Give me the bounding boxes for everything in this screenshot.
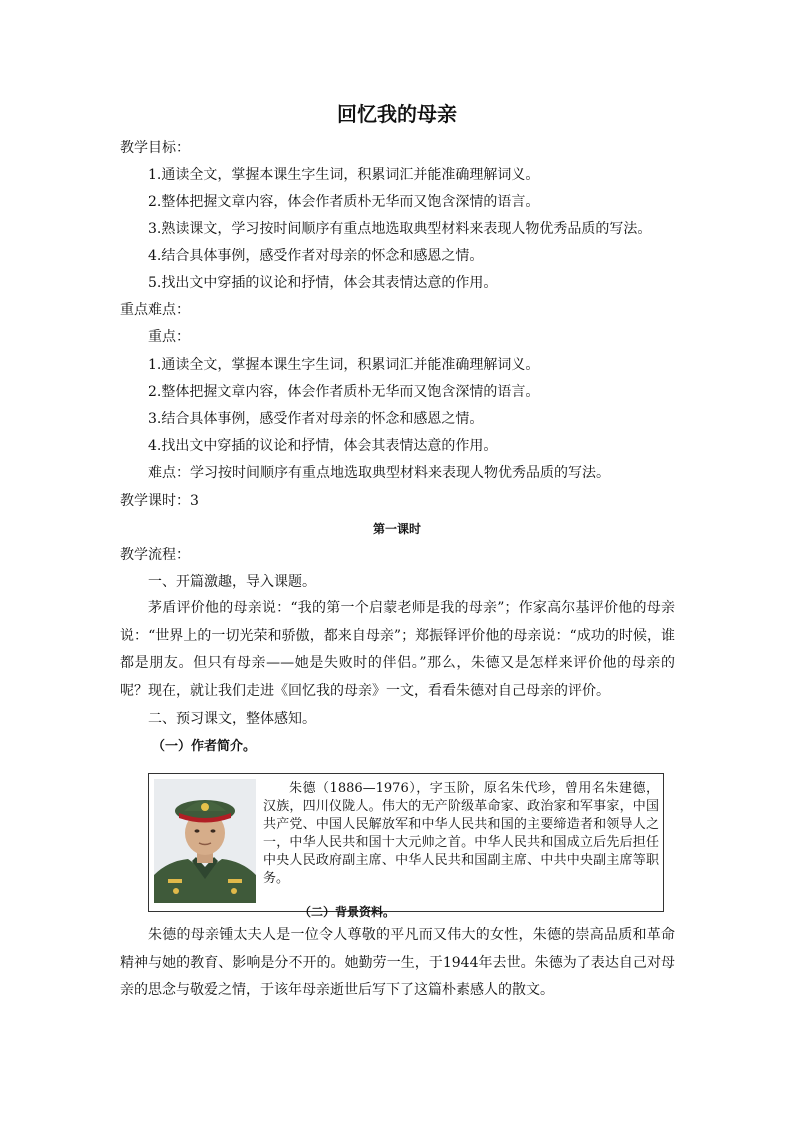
objective-item: 3.熟读课文，学习按时间顺序有重点地选取典型材料来表现人物优秀品质的写法。 — [148, 221, 652, 237]
objective-item: 2.整体把握文章内容，体会作者质朴无华而又饱含深情的语言。 — [148, 194, 540, 210]
key-label: 重点： — [148, 329, 190, 345]
portrait-illustration — [154, 779, 256, 903]
objective-item: 1.通读全文，掌握本课生字生词，积累词汇并能准确理解词义。 — [148, 167, 540, 183]
difficulty-text: 难点：学习按时间顺序有重点地选取典型材料来表现人物优秀品质的写法。 — [148, 465, 610, 481]
key-item: 1.通读全文，掌握本课生字生词，积累词汇并能准确理解词义。 — [148, 357, 540, 373]
step-one: 一、开篇激趣，导入课题。 — [148, 574, 316, 590]
objective-item: 5.找出文中穿插的议论和抒情，体会其表情达意的作用。 — [148, 275, 498, 291]
key-item: 2.整体把握文章内容，体会作者质朴无华而又饱含深情的语言。 — [148, 384, 540, 400]
key-item: 3.结合具体事例，感受作者对母亲的怀念和感恩之情。 — [148, 411, 484, 427]
author-portrait — [154, 779, 256, 903]
process-heading: 教学流程： — [120, 547, 190, 563]
document-title: 回忆我的母亲 — [337, 102, 457, 126]
objective-item: 4.结合具体事例，感受作者对母亲的怀念和感恩之情。 — [148, 248, 484, 264]
key-points-heading: 重点难点： — [120, 302, 190, 318]
author-info-box — [148, 773, 664, 919]
author-intro-heading: （一）作者简介。 — [152, 739, 257, 754]
class-hours: 教学课时：3 — [120, 493, 199, 509]
lesson-heading: 第一课时 — [372, 522, 421, 536]
background-paragraph: 朱德的母亲锺太夫人是一位令人尊敬的平凡而又伟大的女性，朱德的崇高品质和革命精神与她的教育、影响是分不开的。她勤劳一生，于1944年去世。朱德为了表达自己对母亲的思念与敬爱之情，于该年母亲逝世后写下了这篇朴素感人的散文。 — [120, 927, 675, 998]
objectives-heading: 教学目标： — [120, 140, 190, 156]
step-two: 二、预习课文，整体感知。 — [148, 711, 316, 727]
background-heading: （二）背景资料。 — [299, 905, 396, 919]
author-bio: 朱德（1886—1976），字玉阶，原名朱代珍，曾用名朱建德，汉族，四川仪陇人。伟大的无产阶级革命家、政治家和军事家，中国共产党、中国人民解放军和中华人民共和国的主要缔造者和领导人之一，中华人民共和国十大元帅之首。中华人民共和国成立后先后担任中央人民政府副主席、中华人民共和国副主席、中共中央副主席等职务。 — [263, 781, 659, 886]
intro-paragraph: 茅盾评价他的母亲说：“我的第一个启蒙老师是我的母亲”；作家高尔基评价他的母亲说：“世界上的一切光荣和骄傲，都来自母亲”；郑振铎评价他的母亲说：“成功的时候，谁都是朋友。但只有母亲——她是失败时的伴侣。”那么，朱德又是怎样来评价他的母亲的呢？现在，就让我们走进《回忆我的母亲》一文，看看朱德对自己母亲的评价。 — [120, 600, 675, 699]
key-item: 4.找出文中穿插的议论和抒情，体会其表情达意的作用。 — [148, 438, 498, 454]
